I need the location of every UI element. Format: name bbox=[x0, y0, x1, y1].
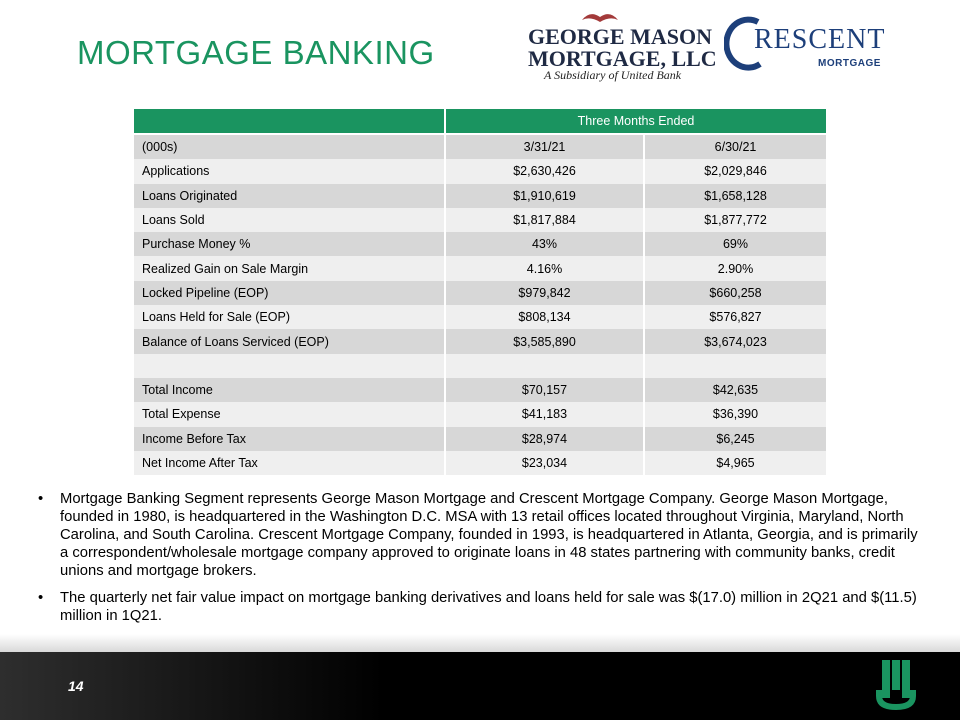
page-title: MORTGAGE BANKING bbox=[77, 34, 435, 71]
value-cell: $660,258 bbox=[645, 281, 826, 305]
mortgage-banking-table bbox=[134, 109, 826, 475]
table-row bbox=[134, 427, 826, 451]
bullet-dot: • bbox=[38, 491, 44, 507]
value-cell: $6,245 bbox=[645, 427, 826, 451]
value-cell: $2,630,426 bbox=[446, 159, 643, 183]
value-cell: $42,635 bbox=[645, 378, 826, 402]
table-group-header: Three Months Ended bbox=[446, 109, 826, 133]
value-cell: $808,134 bbox=[446, 305, 643, 329]
row-label-cell: Income Before Tax bbox=[134, 427, 444, 451]
value-cell: $2,029,846 bbox=[645, 159, 826, 183]
gm-logo-line2: MORTGAGE, LLC bbox=[528, 46, 717, 71]
row-label-cell: Realized Gain on Sale Margin bbox=[134, 256, 444, 280]
value-cell: $979,842 bbox=[446, 281, 643, 305]
table-row bbox=[134, 378, 826, 402]
value-cell: $1,658,128 bbox=[645, 184, 826, 208]
table-column-header-row bbox=[134, 135, 826, 159]
table-row bbox=[134, 329, 826, 353]
table-row bbox=[134, 159, 826, 183]
value-cell: 4.16% bbox=[446, 256, 643, 280]
row-label-cell: Total Expense bbox=[134, 402, 444, 426]
eagle-icon bbox=[580, 10, 620, 24]
row-label-cell bbox=[134, 354, 444, 378]
column-header-label: (000s) bbox=[134, 135, 444, 159]
footer-bar bbox=[0, 652, 960, 720]
row-label-cell: Net Income After Tax bbox=[134, 451, 444, 475]
value-cell: $36,390 bbox=[645, 402, 826, 426]
table-row bbox=[134, 305, 826, 329]
page-number: 14 bbox=[68, 678, 84, 694]
value-cell: $28,974 bbox=[446, 427, 643, 451]
column-header-q1: 3/31/21 bbox=[446, 135, 643, 159]
value-cell: $1,817,884 bbox=[446, 208, 643, 232]
row-label-cell: Applications bbox=[134, 159, 444, 183]
row-label-cell: Loans Held for Sale (EOP) bbox=[134, 305, 444, 329]
value-cell: $1,910,619 bbox=[446, 184, 643, 208]
row-label-cell: Loans Sold bbox=[134, 208, 444, 232]
value-cell: $576,827 bbox=[645, 305, 826, 329]
value-cell: 43% bbox=[446, 232, 643, 256]
table-row bbox=[134, 402, 826, 426]
table-row bbox=[134, 281, 826, 305]
value-cell: 2.90% bbox=[645, 256, 826, 280]
value-cell: $3,585,890 bbox=[446, 329, 643, 353]
bullet-text: The quarterly net fair value impact on mortgage banking derivatives and loans held for sale was $(17.0) million in 2Q21 and $(11.5) million in 1Q21. bbox=[60, 590, 917, 624]
george-mason-mortgage-logo bbox=[522, 8, 717, 82]
table-header-blank bbox=[134, 109, 444, 133]
value-cell: $3,674,023 bbox=[645, 329, 826, 353]
crescent-logo-sub: MORTGAGE bbox=[818, 58, 881, 69]
row-label-cell: Purchase Money % bbox=[134, 232, 444, 256]
column-header-q2: 6/30/21 bbox=[645, 135, 826, 159]
footer-gradient bbox=[0, 634, 960, 652]
value-cell: $1,877,772 bbox=[645, 208, 826, 232]
table-row bbox=[134, 354, 826, 378]
table-group-header-row bbox=[134, 109, 826, 133]
united-bank-logo-icon bbox=[874, 660, 918, 712]
bullet-item bbox=[38, 490, 928, 580]
table-row bbox=[134, 232, 826, 256]
value-cell: $41,183 bbox=[446, 402, 643, 426]
table-row bbox=[134, 184, 826, 208]
table-row bbox=[134, 451, 826, 475]
table-row bbox=[134, 256, 826, 280]
row-label-cell: Locked Pipeline (EOP) bbox=[134, 281, 444, 305]
bullet-text: Mortgage Banking Segment represents George Mason Mortgage and Crescent Mortgage Company. George Mason Mortgage, founded in 1980, is headquartered in the Washington D.C. MSA with 13 retail offices located throughout Virginia, Maryland, North Carolina, and South Carolina. Crescent Mortgage Company, founded in 1993, is headquartered in Atlanta, Georgia, and is primarily a correspondent/wholesale mortgage company approved to originate loans in 48 states partnering with community banks, credit unions and mortgage brokers. bbox=[60, 491, 918, 579]
crescent-mortgage-logo bbox=[724, 12, 894, 76]
bullet-item bbox=[38, 589, 928, 625]
row-label-cell: Loans Originated bbox=[134, 184, 444, 208]
gm-logo-line1: GEORGE MASON bbox=[528, 24, 712, 49]
row-label-cell: Balance of Loans Serviced (EOP) bbox=[134, 329, 444, 353]
crescent-logo-name: RESCENT bbox=[754, 24, 886, 55]
value-cell: 69% bbox=[645, 232, 826, 256]
bullet-dot: • bbox=[38, 590, 44, 606]
value-cell: $70,157 bbox=[446, 378, 643, 402]
gm-logo-subtitle: A Subsidiary of United Bank bbox=[544, 68, 682, 82]
value-cell: $4,965 bbox=[645, 451, 826, 475]
bullet-list bbox=[38, 490, 928, 634]
value-cell: $23,034 bbox=[446, 451, 643, 475]
value-cell bbox=[446, 354, 643, 378]
row-label-cell: Total Income bbox=[134, 378, 444, 402]
value-cell bbox=[645, 354, 826, 378]
table-row bbox=[134, 208, 826, 232]
